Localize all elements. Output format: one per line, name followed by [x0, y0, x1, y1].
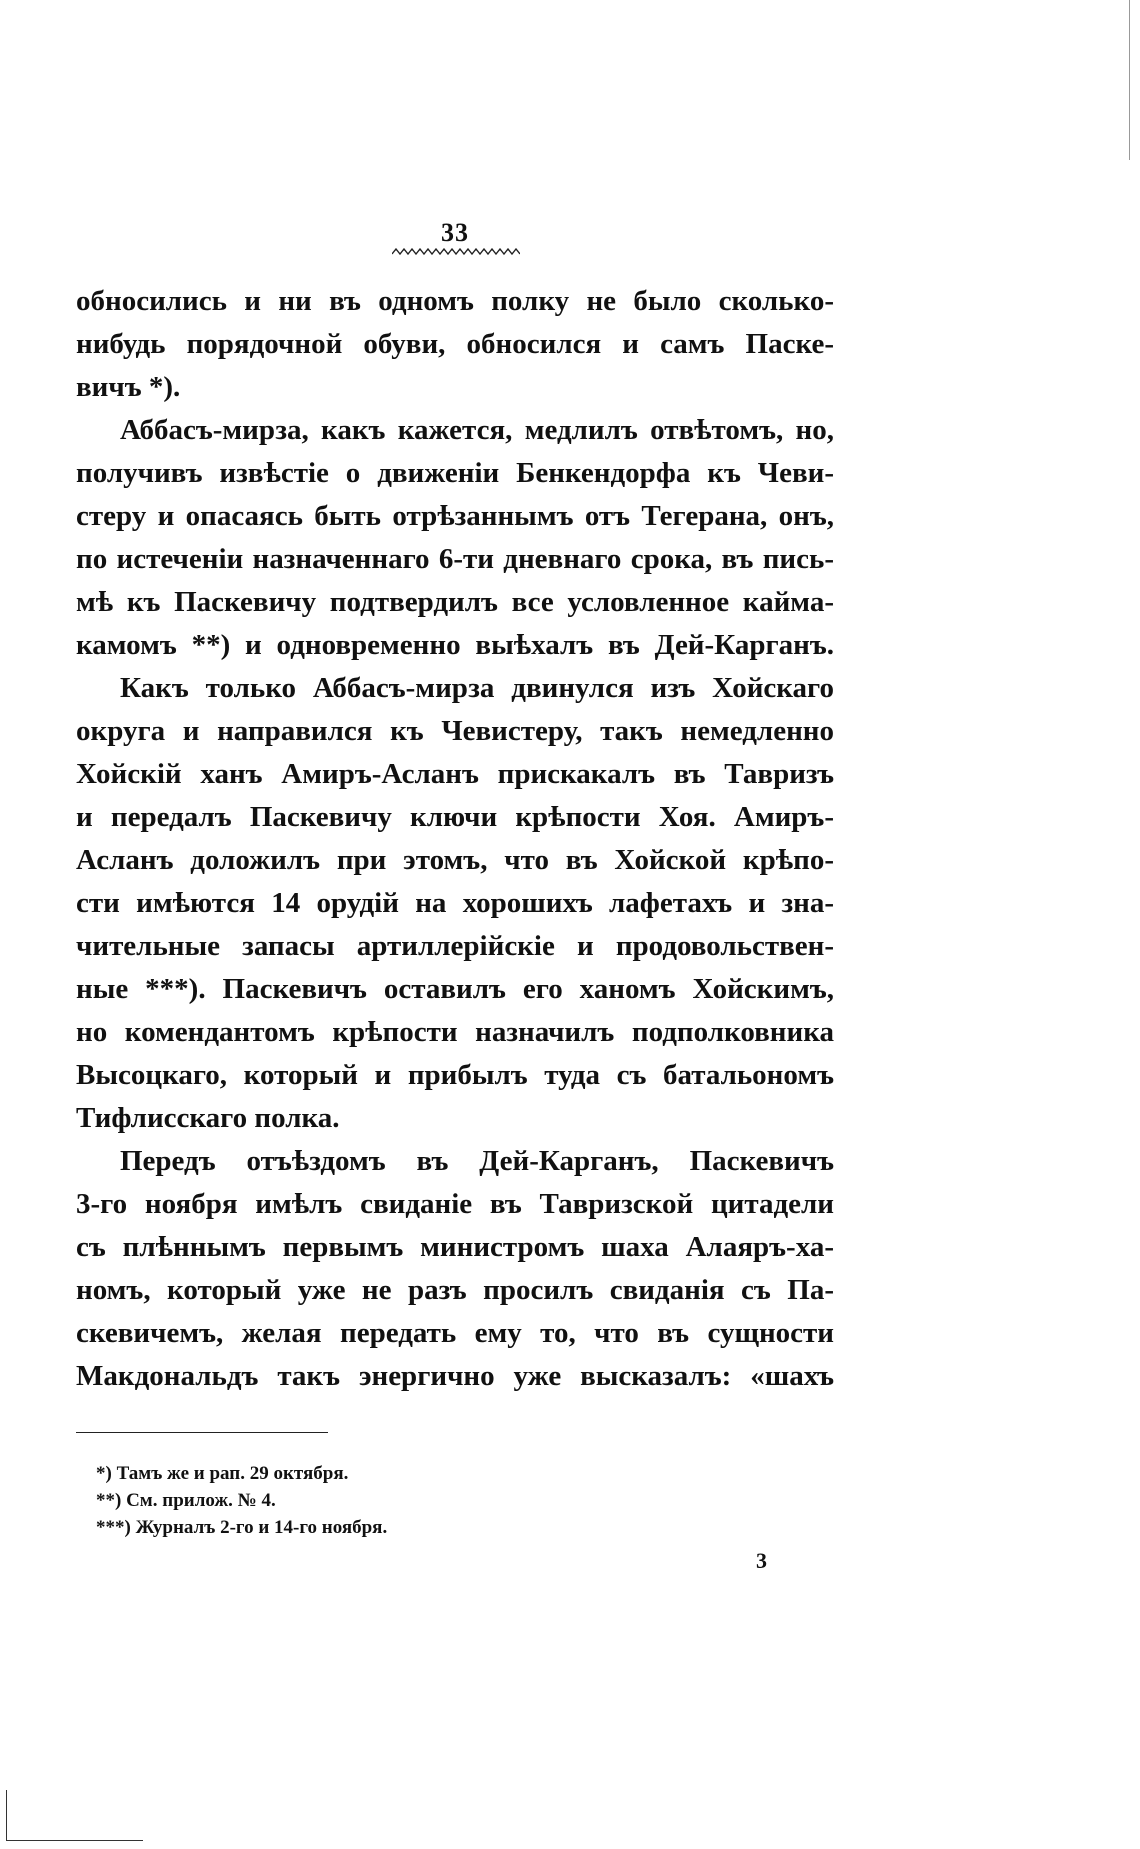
text-line: ные ***). Паскевичъ оставилъ его ханомъ Хойскимъ, [76, 973, 834, 1005]
text-line: Хойскій ханъ Амиръ-Асланъ прискакалъ въ Тавризъ [76, 758, 834, 790]
page-number-ornament [392, 246, 520, 258]
text-line: номъ, который уже не разъ просилъ свиданія съ Па- [76, 1274, 834, 1306]
footnote: **) См. прилож. № 4. [96, 1490, 276, 1511]
footnotes [96, 1460, 596, 1541]
text-line: вичъ *). [76, 371, 181, 403]
text-line: камомъ **) и одновременно выѣхалъ въ Дей-Карганъ. [76, 629, 834, 661]
text-line: но комендантомъ крѣпости назначилъ подполковника [76, 1016, 834, 1048]
footnote-divider [76, 1432, 328, 1433]
text-line: обносились и ни въ одномъ полку не было сколько- [76, 285, 834, 317]
text-line: получивъ извѣстіе о движеніи Бенкендорфа къ Чеви- [76, 457, 834, 489]
text-line: Какъ только Аббасъ-мирза двинулся изъ Хойскаго [120, 672, 834, 704]
text-line: скевичемъ, желая передать ему то, что въ сущности [76, 1317, 834, 1349]
text-line: Тифлисскаго полка. [76, 1102, 340, 1134]
footnote: ***) Журналъ 2-го и 14-го ноября. [96, 1517, 388, 1538]
text-line: 3-го ноября имѣлъ свиданіе въ Тавризской цитадели [76, 1188, 834, 1220]
text-line: стеру и опасаясь быть отрѣзаннымъ отъ Тегерана, онъ, [76, 500, 834, 532]
text-line: округа и направился къ Чевистеру, такъ немедленно [76, 715, 834, 747]
page-edge-line [1129, 0, 1130, 160]
text-line: нибудь порядочной обуви, обносился и самъ Паске- [76, 328, 834, 360]
text-line: Высоцкаго, который и прибылъ туда съ батальономъ [76, 1059, 834, 1091]
scan-corner-mark [6, 1790, 143, 1841]
body-text [76, 280, 834, 1398]
text-line: мѣ къ Паскевичу подтвердилъ все условленное кайма- [76, 586, 834, 618]
text-line: по истеченіи назначеннаго 6-ти дневнаго срока, въ пись- [76, 543, 834, 575]
footnote: *) Тамъ же и рап. 29 октября. [96, 1463, 349, 1484]
text-line: и передалъ Паскевичу ключи крѣпости Хоя. Амиръ- [76, 801, 834, 833]
signature-mark: 3 [756, 1548, 767, 1573]
text-line: Макдональдъ такъ энергично уже высказалъ: «шахъ [76, 1360, 834, 1392]
page-number: 33 [441, 218, 469, 247]
text-line: съ плѣннымъ первымъ министромъ шаха Алаяръ-ха- [76, 1231, 834, 1263]
text-line: Асланъ доложилъ при этомъ, что въ Хойской крѣпо- [76, 844, 834, 876]
text-line: чительные запасы артиллерійскіе и продовольствен- [76, 930, 834, 962]
text-line: сти имѣются 14 орудій на хорошихъ лафетахъ и зна- [76, 887, 834, 919]
text-line: Передъ отъѣздомъ въ Дей-Карганъ, Паскевичъ [120, 1145, 834, 1177]
text-line: Аббасъ-мирза, какъ кажется, медлилъ отвѣтомъ, но, [120, 414, 834, 446]
